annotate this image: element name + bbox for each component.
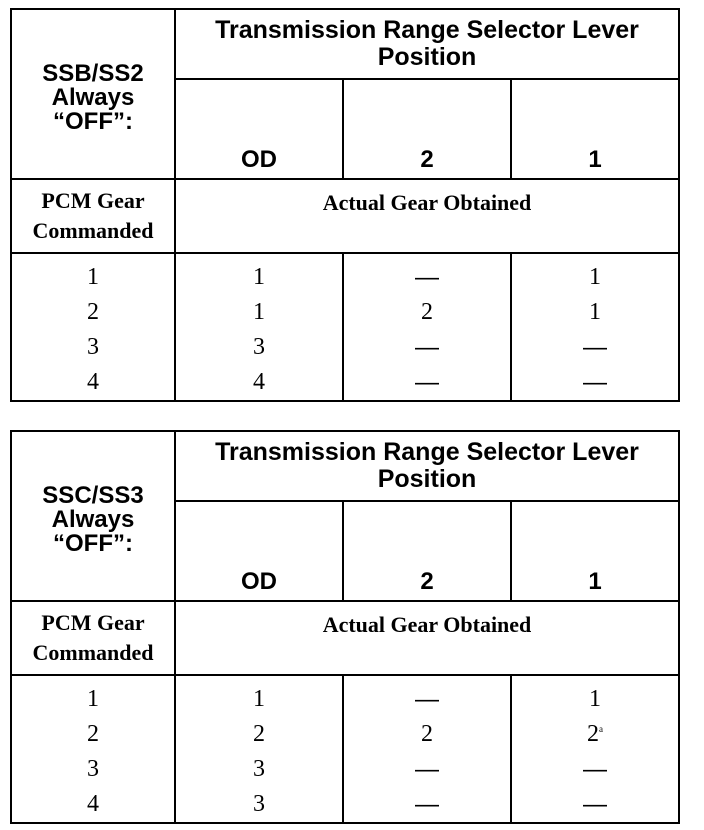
pcm-gear-commanded-header: [11, 601, 175, 675]
gear-table-ssc-ss3: [10, 430, 680, 824]
row-header-line-1: PCM Gear: [41, 610, 145, 635]
table-cell: 2: [87, 299, 99, 325]
table-cell: —: [583, 369, 607, 396]
row-header-line-1: PCM Gear: [41, 188, 145, 213]
position-od: OD: [175, 501, 343, 601]
position-2: 2: [343, 79, 511, 179]
table-cell: —: [415, 756, 439, 783]
cell-value: 2: [587, 721, 599, 747]
commanded-column: [11, 253, 175, 401]
table-cell: —: [415, 686, 439, 713]
position-1-column: [511, 253, 679, 401]
table-cell: 1: [253, 299, 265, 325]
table-cell: 1: [253, 264, 265, 290]
actual-gear-obtained-header: Actual Gear Obtained: [175, 601, 679, 675]
table-cell: 1: [589, 299, 601, 325]
header-line-2: Position: [377, 465, 477, 493]
table-cell: —: [415, 264, 439, 291]
header-line-1: Transmission Range Selector Lever: [215, 438, 639, 466]
header-line-1: Transmission Range Selector Lever: [215, 16, 639, 44]
table-cell: —: [583, 791, 607, 818]
od-column: [175, 253, 343, 401]
table-cell: [512, 717, 678, 752]
table-cell: 3: [87, 334, 99, 360]
switch-state-label: [11, 431, 175, 601]
table-cell: —: [415, 369, 439, 396]
table-cell: 1: [589, 264, 601, 290]
table-cell: 2: [421, 299, 433, 325]
switch-name: SSC/SS3: [42, 482, 144, 509]
position-1: 1: [511, 501, 679, 601]
table-cell: 2: [421, 721, 433, 747]
switch-always: Always: [51, 506, 135, 533]
row-header-line-2: Commanded: [32, 640, 154, 665]
table-cell: —: [583, 756, 607, 783]
table-cell: —: [583, 334, 607, 361]
actual-gear-obtained-header: Actual Gear Obtained: [175, 179, 679, 253]
table-cell: —: [415, 334, 439, 361]
table-cell: 4: [87, 369, 99, 395]
position-2-column: [343, 253, 511, 401]
selector-position-header: [175, 431, 679, 501]
selector-position-header: [175, 9, 679, 79]
header-line-2: Position: [377, 43, 477, 71]
pcm-gear-commanded-header: [11, 179, 175, 253]
table-cell: 4: [87, 791, 99, 817]
table-cell: 3: [253, 334, 265, 360]
row-header-line-2: Commanded: [32, 218, 154, 243]
switch-off: “OFF”:: [53, 530, 133, 557]
table-cell: 1: [87, 264, 99, 290]
table-cell: 1: [253, 686, 265, 712]
switch-always: Always: [51, 84, 135, 111]
switch-state-label: [11, 9, 175, 179]
position-2-column: [343, 675, 511, 823]
commanded-column: [11, 675, 175, 823]
position-1-column: [511, 675, 679, 823]
table-cell: 4: [253, 369, 265, 395]
table-cell: 2: [87, 721, 99, 747]
switch-off: “OFF”:: [53, 108, 133, 135]
table-cell: 3: [253, 756, 265, 782]
gear-table-ssb-ss2: [10, 8, 680, 402]
table-cell: 1: [589, 686, 601, 712]
od-column: [175, 675, 343, 823]
table-cell: —: [415, 791, 439, 818]
position-1: 1: [511, 79, 679, 179]
table-cell: 3: [253, 791, 265, 817]
position-2: 2: [343, 501, 511, 601]
switch-name: SSB/SS2: [42, 60, 144, 87]
table-cell: 1: [87, 686, 99, 712]
table-cell: 3: [87, 756, 99, 782]
table-cell: 2: [253, 721, 265, 747]
position-od: OD: [175, 79, 343, 179]
footnote-marker: a: [599, 724, 603, 734]
